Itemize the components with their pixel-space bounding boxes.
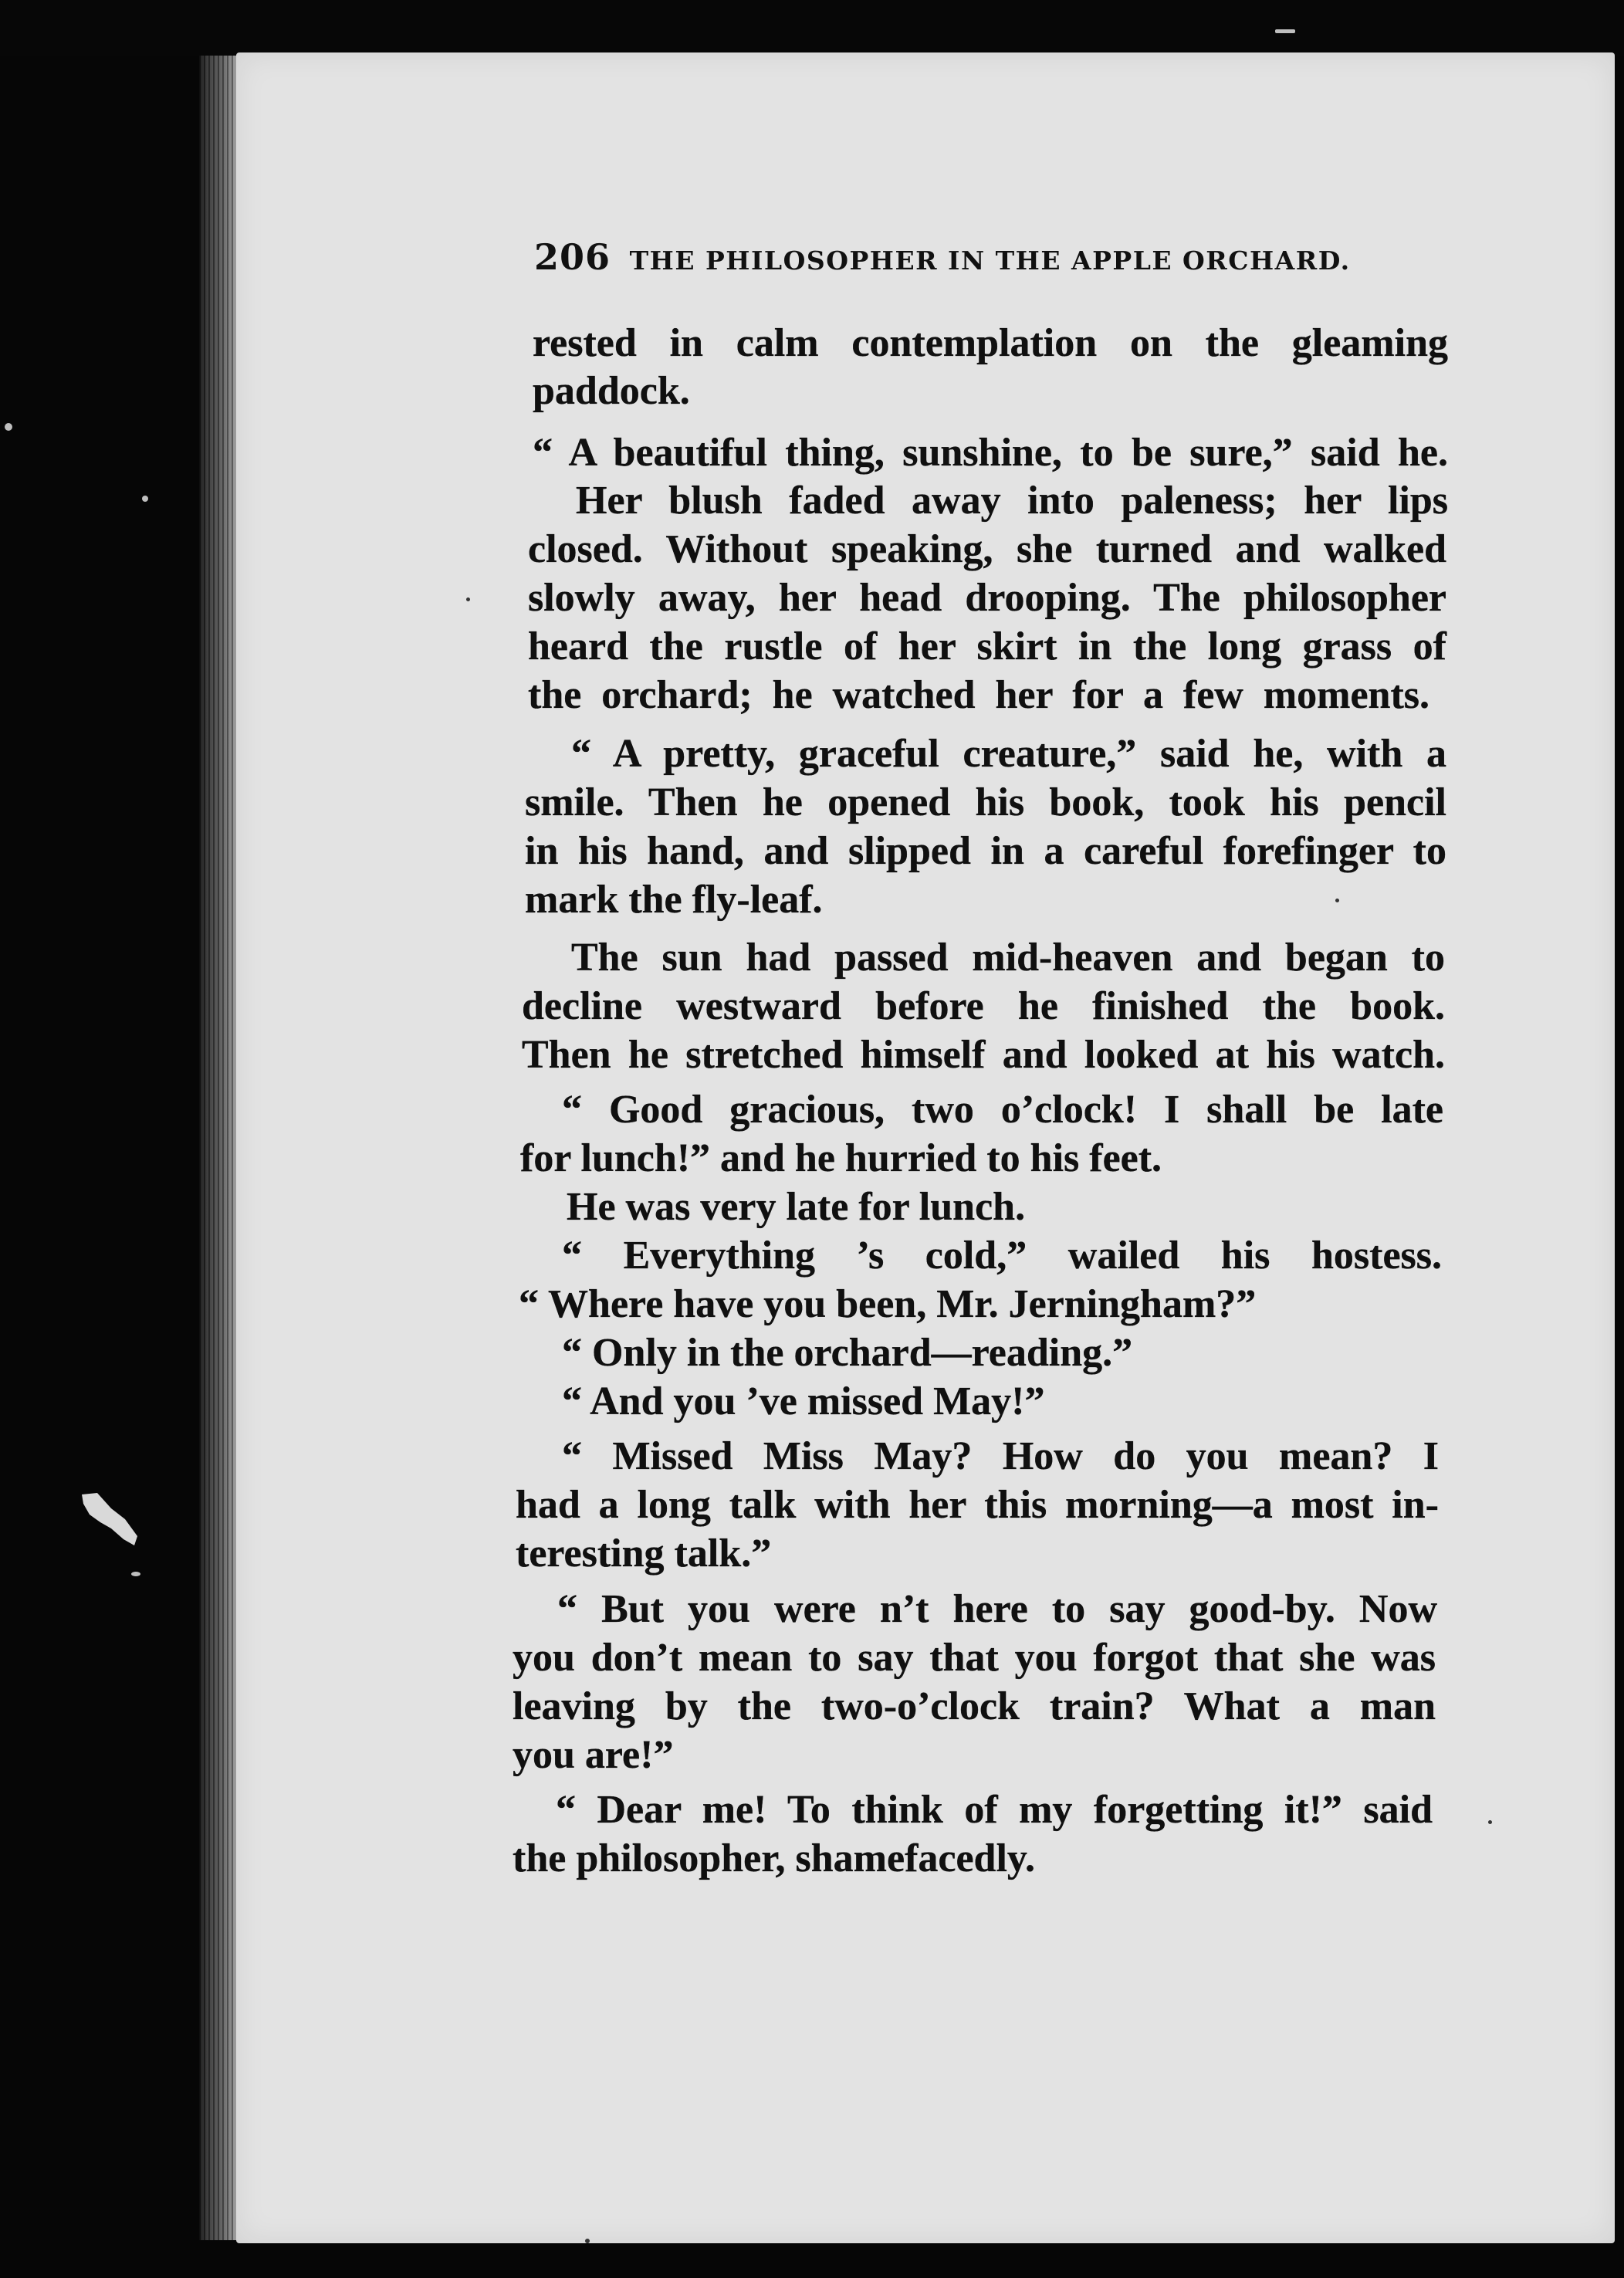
text-line: “ A pretty, graceful creature,” said he, with a [571,732,1446,776]
text-line: “ Where have you been, Mr. Jerningham?” [519,1282,1257,1326]
text-line: “ Good gracious, two o’clock! I shall be late [562,1088,1443,1132]
text-line: He was very late for lunch. [567,1185,1026,1229]
text-line: in his hand, and slipped in a careful forefinger to [525,829,1446,873]
text-line: “ Everything ’s cold,” wailed his hostess. [562,1234,1442,1278]
text-line: Then he stretched himself and looked at his watch. [522,1033,1445,1077]
text-line: mark the fly-leaf. [525,878,823,922]
text-line: Her blush faded away into paleness; her lips [576,479,1448,523]
ink-speck [585,2239,590,2243]
text-line: for lunch!” and he hurried to his feet. [520,1136,1162,1180]
scan-top-border [0,0,1624,56]
text-line: “ Only in the orchard—reading.” [562,1331,1133,1375]
text-line: The sun had passed mid-heaven and began to [571,936,1445,980]
text-line: decline westward before he finished the book. [522,984,1445,1028]
text-line: “ Missed Miss May? How do you mean? I [562,1434,1439,1478]
text-line: “ Dear me! To think of my forgetting it!” said [556,1788,1433,1832]
text-line: had a long talk with her this morning—a most in- [516,1483,1439,1527]
text-line: “ And you ’ve missed May!” [562,1379,1045,1423]
text-line: slowly away, her head drooping. The philosopher [528,576,1446,620]
text-line: rested in calm contemplation on the gleaming [533,321,1448,365]
text-line: closed. Without speaking, she turned and walked [528,527,1446,571]
text-line: smile. Then he opened his book, took his pencil [525,780,1446,824]
ink-speck [1488,1820,1492,1824]
text-line: paddock. [533,369,690,413]
text-line: teresting talk.” [516,1532,772,1576]
dust-speck [5,423,12,431]
dust-speck [142,496,148,502]
text-line: heard the rustle of her skirt in the long grass of [528,625,1446,669]
text-line: the philosopher, shamefacedly. [513,1836,1036,1880]
page-number: 206 [534,236,611,278]
running-head [534,236,1422,278]
text-line: you don’t mean to say that you forgot that she was [513,1636,1436,1680]
ink-speck [466,597,470,601]
text-line: “ But you were n’t here to say good-by. Now [557,1587,1437,1631]
dust-speck [131,1572,140,1576]
text-line: “ A beautiful thing, sunshine, to be sure,” said he. [533,431,1448,475]
text-line: leaving by the two-o’clock train? What a man [513,1684,1436,1728]
dust-speck [1275,29,1295,33]
text-line: you are!” [513,1733,674,1777]
running-title: THE PHILOSOPHER IN THE APPLE ORCHARD. [629,245,1351,276]
text-line: the orchard; he watched her for a few moments. [528,673,1429,717]
torn-paper-scrap [80,1491,140,1547]
